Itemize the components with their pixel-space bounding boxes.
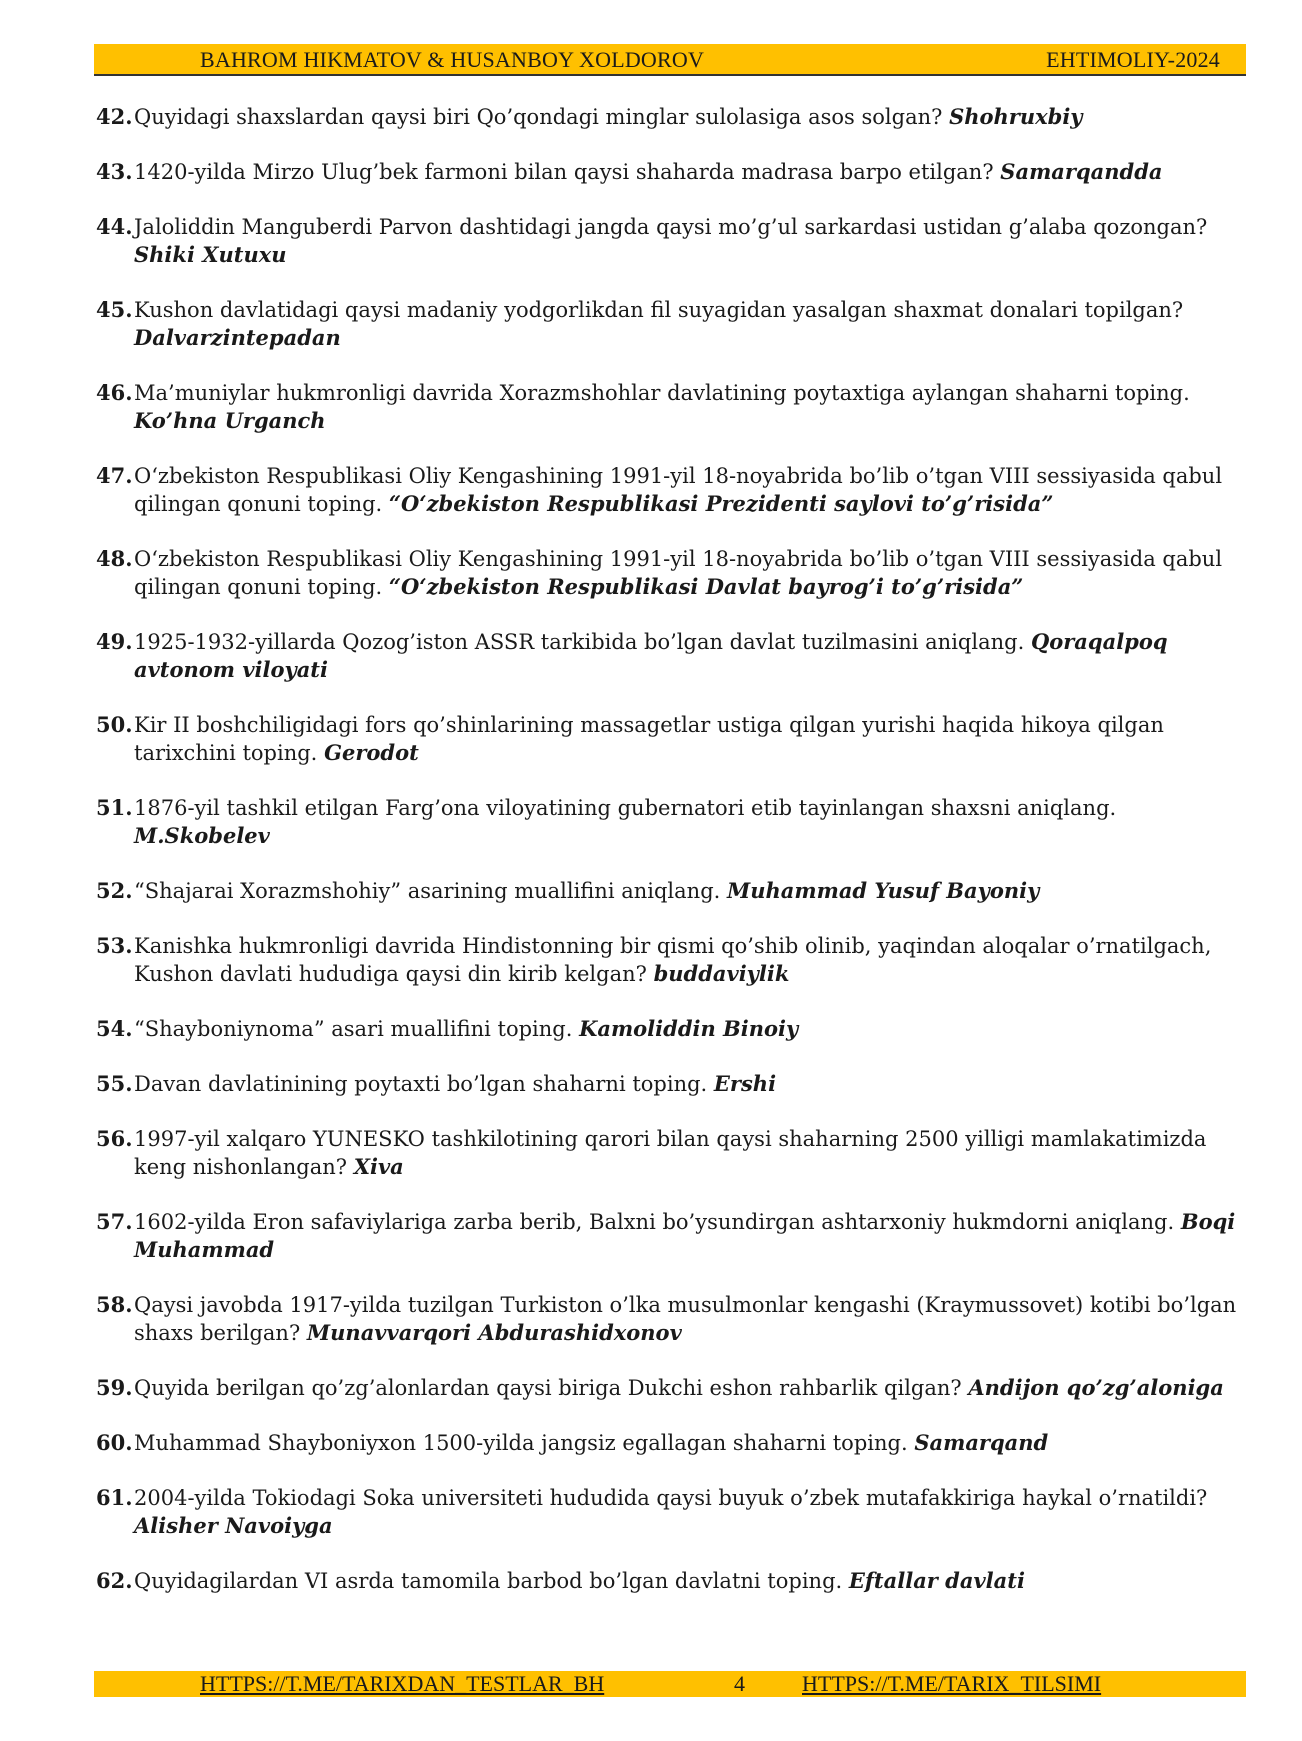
- question-answer: Ko’hna Urganch: [134, 408, 326, 433]
- question-number: 42.: [96, 104, 133, 129]
- question-text: “Shajarai Xorazmshohiy” asarining muallifini aniqlang.: [134, 879, 721, 903]
- question-text: 1602-yilda Eron safaviylariga zarba berib, Balxni bo’ysundirgan ashtarxoniy hukmdorni aniqlang.: [134, 1210, 1175, 1234]
- question-answer: Boqi Muhammad: [134, 1209, 1236, 1262]
- question-item: [96, 1208, 1246, 1264]
- footer-link-tilsimi[interactable]: HTTPS://T.ME/TARIX_TILSIMI: [802, 1671, 1102, 1696]
- header-authors: BAHROM HIKMATOV & HUSANBOY XOLDOROV: [200, 47, 705, 72]
- question-item: [96, 877, 1246, 905]
- question-text: 2004-yilda Tokiodagi Soka universiteti hududida qaysi buyuk o’zbek mutafakkiriga haykal o’rnatildi?: [134, 1486, 1208, 1510]
- question-item: [96, 103, 1246, 131]
- question-number: 62.: [96, 1568, 133, 1593]
- question-item: [96, 794, 1246, 850]
- question-answer: Shiki Xutuxu: [134, 242, 287, 267]
- question-number: 57.: [96, 1209, 133, 1234]
- question-number: 48.: [96, 546, 133, 571]
- question-answer: “O‘zbekiston Respublikasi Davlat bayrog’i to’g’risida”: [388, 574, 1024, 599]
- question-number: 46.: [96, 380, 133, 405]
- question-item: [96, 545, 1246, 601]
- question-text: 1925-1932-yillarda Qozog’iston ASSR tarkibida bo’lgan davlat tuzilmasini aniqlang.: [134, 630, 1025, 654]
- question-number: 60.: [96, 1430, 133, 1455]
- question-item: [96, 1429, 1246, 1457]
- question-item: [96, 711, 1246, 767]
- question-item: [96, 932, 1246, 988]
- question-item: [96, 462, 1246, 518]
- question-text: Quyida berilgan qo’zg’alonlardan qaysi biriga Dukchi eshon rahbarlik qilgan?: [134, 1376, 962, 1400]
- question-text: Quyidagi shaxslardan qaysi biri Qo’qondagi minglar sulolasiga asos solgan?: [134, 105, 943, 129]
- question-answer: Xiva: [353, 1154, 404, 1179]
- question-number: 61.: [96, 1485, 133, 1510]
- question-number: 58.: [96, 1292, 133, 1317]
- question-text: Kushon davlatidagi qaysi madaniy yodgorlikdan fil suyagidan yasalgan shaxmat donalari topilgan?: [134, 298, 1184, 322]
- question-number: 54.: [96, 1016, 133, 1041]
- question-number: 51.: [96, 795, 133, 820]
- question-answer: Muhammad Yusuf Bayoniy: [727, 878, 1040, 903]
- question-answer: buddaviylik: [653, 961, 790, 986]
- question-number: 50.: [96, 712, 133, 737]
- question-text: Kir II boshchiligidagi fors qo’shinlarining massagetlar ustiga qilgan yurishi haqida hikoya qilgan tarixchini toping.: [134, 713, 1164, 765]
- question-answer: Andijon qo’zg’aloniga: [968, 1375, 1224, 1400]
- question-answer: Kamoliddin Binoiy: [579, 1016, 799, 1041]
- question-text: Muhammad Shayboniyxon 1500-yilda jangsiz egallagan shaharni toping.: [134, 1431, 908, 1455]
- question-number: 45.: [96, 297, 133, 322]
- question-list: [96, 103, 1246, 1622]
- question-number: 47.: [96, 463, 133, 488]
- question-number: 56.: [96, 1126, 133, 1151]
- question-number: 53.: [96, 933, 133, 958]
- question-item: [96, 213, 1246, 269]
- page-number: 4: [734, 1671, 745, 1696]
- question-answer: Shohruxbiy: [949, 104, 1083, 129]
- question-answer: M.Skobelev: [134, 823, 270, 848]
- question-answer: Dalvarzintepadan: [134, 325, 341, 350]
- question-answer: Alisher Navoiyga: [134, 1513, 333, 1538]
- question-item: [96, 1070, 1246, 1098]
- question-number: 52.: [96, 878, 133, 903]
- footer-link-testlar[interactable]: HTTPS://T.ME/TARIXDAN_TESTLAR_BH: [200, 1671, 605, 1696]
- question-item: [96, 1484, 1246, 1540]
- question-item: [96, 296, 1246, 352]
- question-item: [96, 1125, 1246, 1181]
- question-text: 1876-yil tashkil etilgan Farg’ona viloyatining gubernatori etib tayinlangan shaxsni aniqlang.: [134, 796, 1117, 820]
- question-text: Kanishka hukmronligi davrida Hindistonning bir qismi qo’shib olinib, yaqindan aloqalar o’rnatilgach, Kushon davlati hududiga qaysi din kirib kelgan?: [134, 934, 1212, 986]
- question-text: Quyidagilardan VI asrda tamomila barbod bo’lgan davlatni toping.: [134, 1569, 843, 1593]
- question-text: 1420-yilda Mirzo Ulug’bek farmoni bilan qaysi shaharda madrasa barpo etilgan?: [134, 160, 994, 184]
- question-text: O‘zbekiston Respublikasi Oliy Kengashining 1991-yil 18-noyabrida bo’lib o’tgan VIII sessiyasida qabul qilingan qonuni toping.: [134, 464, 1223, 516]
- question-item: [96, 1015, 1246, 1043]
- question-text: 1997-yil xalqaro YUNESKO tashkilotining qarori bilan qaysi shaharning 2500 yilligi mamlakatimizda keng nishonlangan?: [134, 1127, 1207, 1179]
- header-title: EHTIMOLIY-2024: [1046, 47, 1220, 72]
- question-number: 59.: [96, 1375, 133, 1400]
- question-item: [96, 1291, 1246, 1347]
- question-answer: Munavvarqori Abdurashidxonov: [306, 1320, 682, 1345]
- question-item: [96, 379, 1246, 435]
- question-text: “Shayboniynoma” asari muallifini toping.: [134, 1017, 573, 1041]
- question-answer: Samarqand: [914, 1430, 1049, 1455]
- question-text: Qaysi javobda 1917-yilda tuzilgan Turkiston o’lka musulmonlar kengashi (Kraymussovet) kotibi bo’lgan shaxs berilgan?: [134, 1293, 1237, 1345]
- question-answer: Gerodot: [324, 740, 419, 765]
- question-text: Ma’muniylar hukmronligi davrida Xorazmshohlar davlatining poytaxtiga aylangan shaharni toping.: [134, 381, 1190, 405]
- question-text: Jaloliddin Manguberdi Parvon dashtidagi jangda qaysi mo’g’ul sarkardasi ustidan g’alaba qozongan?: [134, 215, 1208, 239]
- question-answer: Qoraqalpoq avtonom viloyati: [134, 629, 1168, 682]
- question-answer: Eftallar davlati: [848, 1568, 1025, 1593]
- question-item: [96, 1567, 1246, 1595]
- page-footer: [94, 1671, 1246, 1697]
- question-answer: “O‘zbekiston Respublikasi Prezidenti saylovi to’g’risida”: [388, 491, 1054, 516]
- question-item: [96, 628, 1246, 684]
- question-answer: Samarqandda: [1000, 159, 1163, 184]
- question-text: O‘zbekiston Respublikasi Oliy Kengashining 1991-yil 18-noyabrida bo’lib o’tgan VIII sessiyasida qabul qilingan qonuni toping.: [134, 547, 1223, 599]
- question-answer: Ershi: [713, 1071, 777, 1096]
- question-text: Davan davlatinining poytaxti bo’lgan shaharni toping.: [134, 1072, 708, 1096]
- question-number: 49.: [96, 629, 133, 654]
- question-item: [96, 158, 1246, 186]
- question-number: 43.: [96, 159, 133, 184]
- question-item: [96, 1374, 1246, 1402]
- question-number: 44.: [96, 214, 133, 239]
- page-header: [94, 44, 1246, 76]
- question-number: 55.: [96, 1071, 133, 1096]
